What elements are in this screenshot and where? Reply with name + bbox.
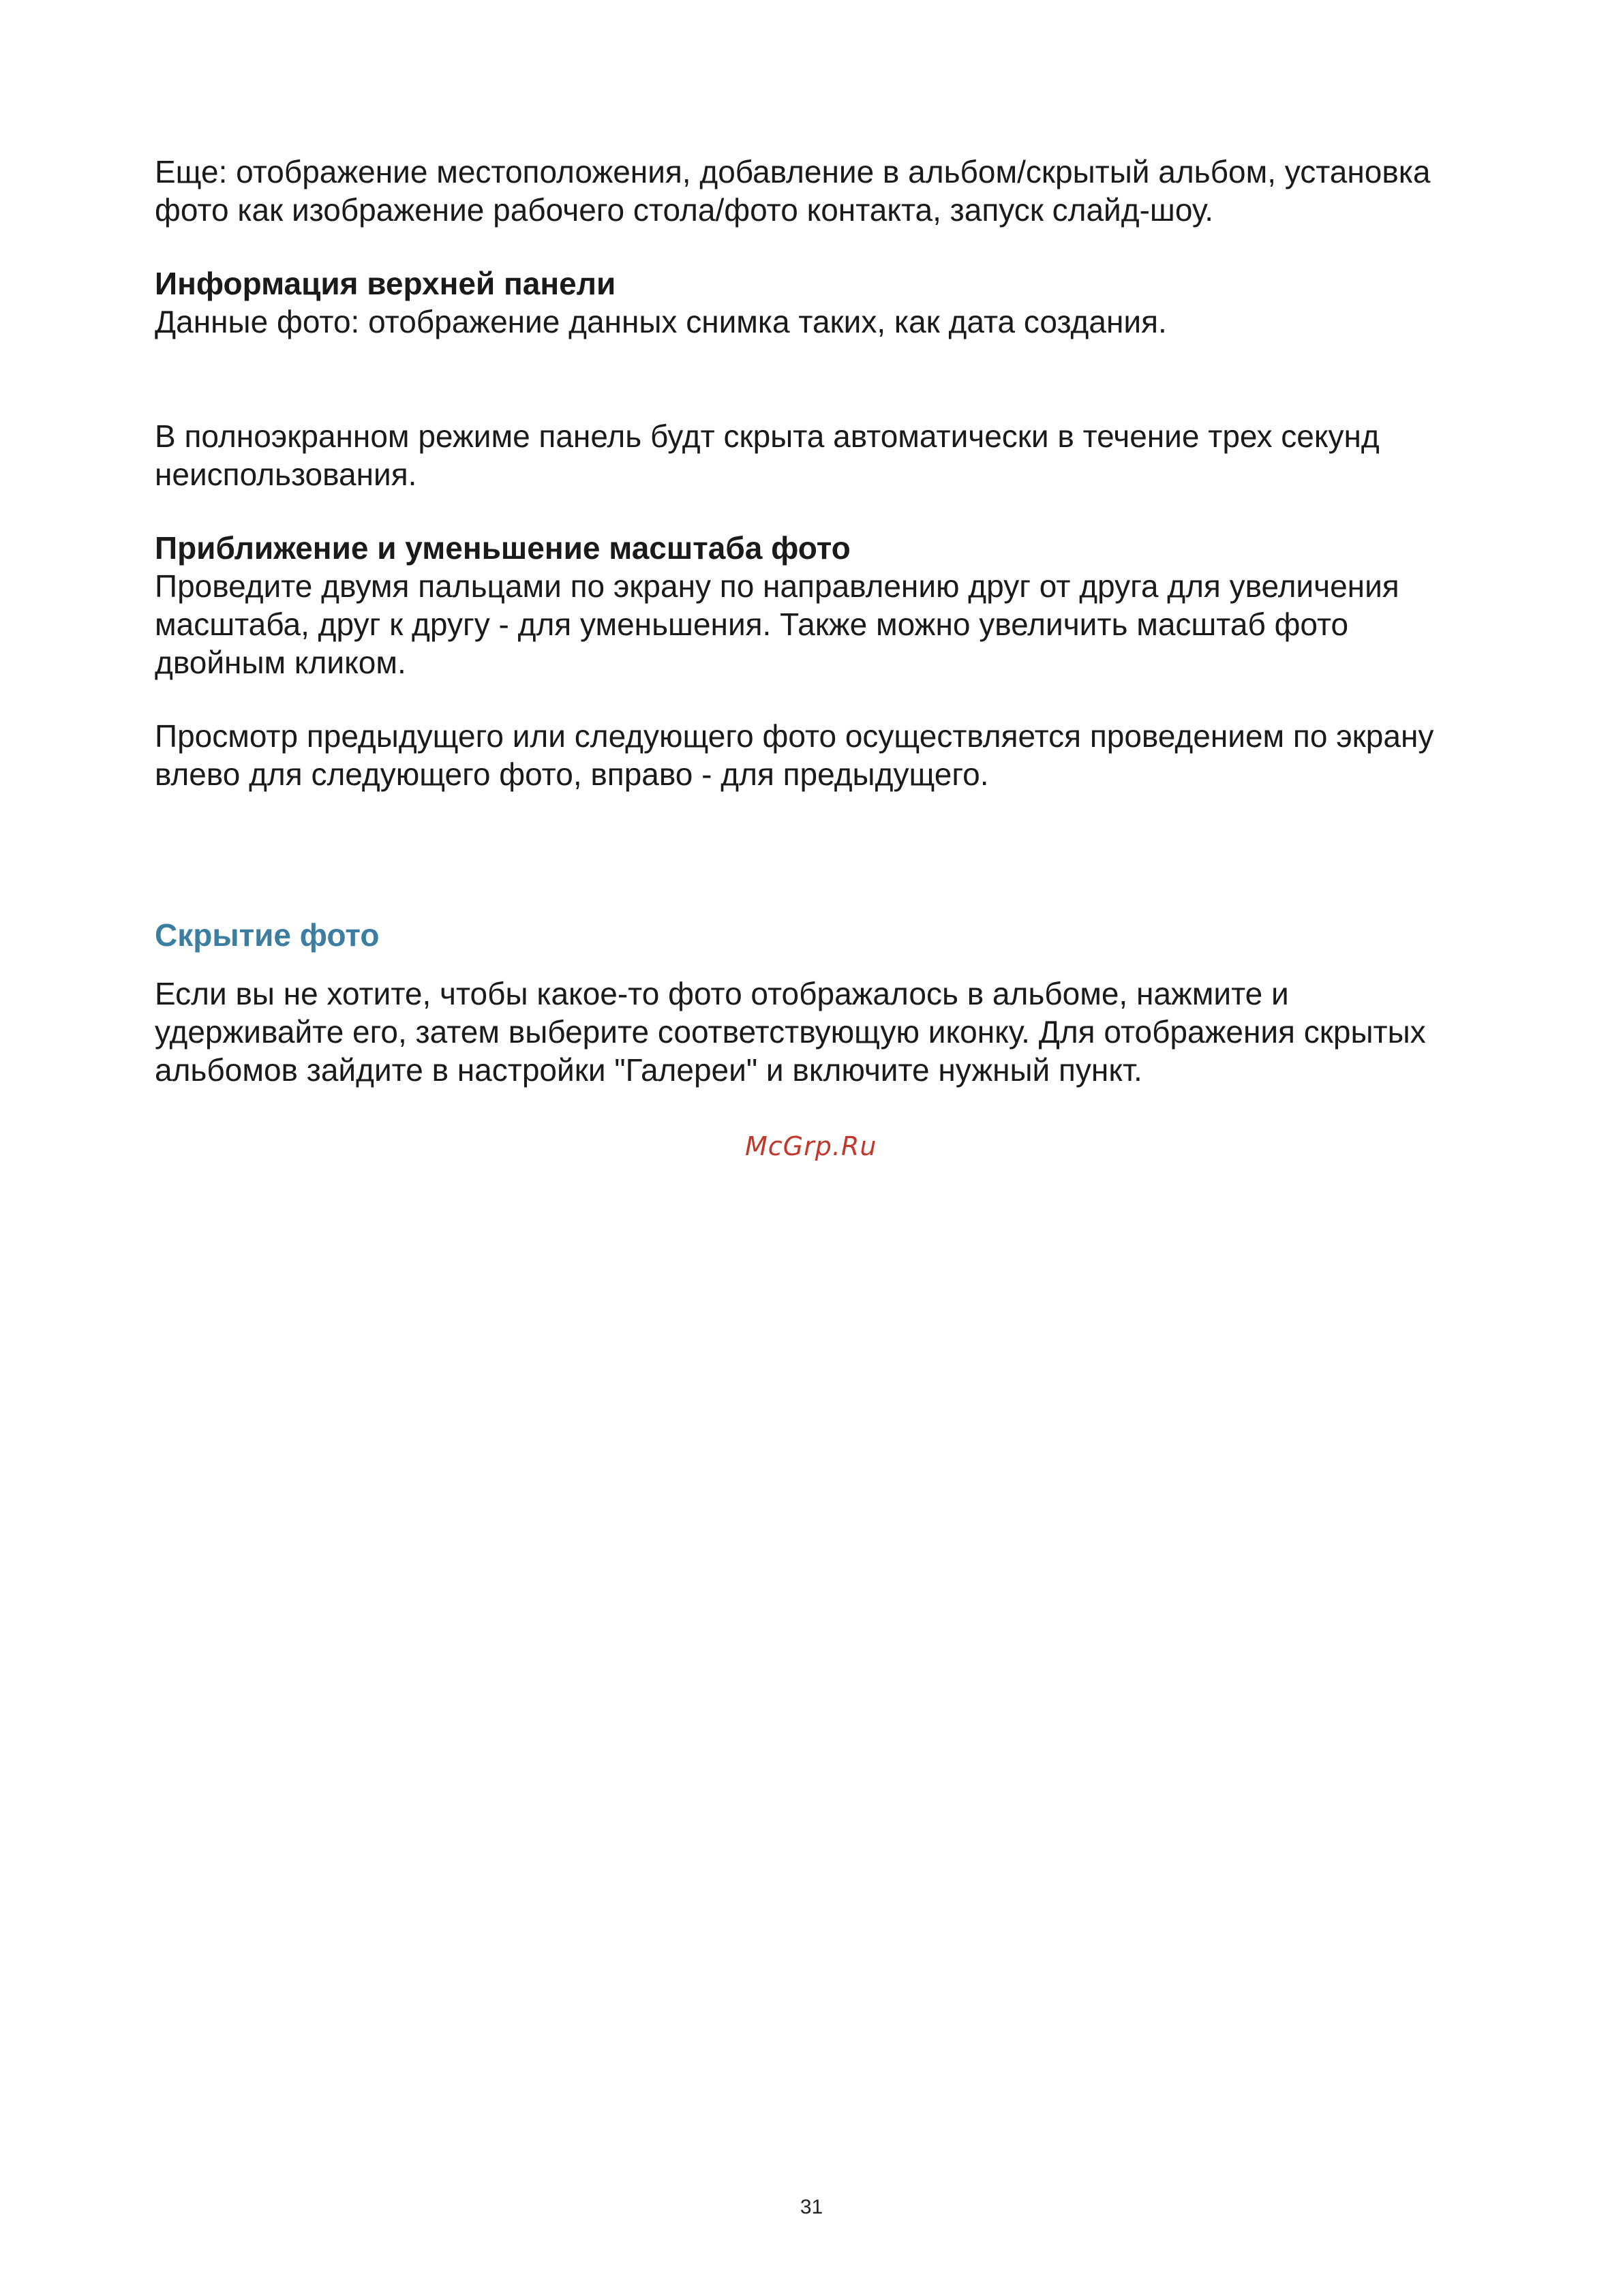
page-number: 31 [800,2196,823,2218]
heading-zoom: Приближение и уменьшение масштаба фото [155,530,851,566]
paragraph-top-panel: Данные фото: отображение данных снимка таких, как дата создания. [155,304,1167,339]
page-content [155,153,1484,1089]
paragraph-more-options: Еще: отображение местоположения, добавление в альбом/скрытый альбом, установка фото как изображение рабочего стола/фото контакта, запуск слайд-шоу. [155,154,1431,228]
paragraph-navigation: Просмотр предыдущего или следующего фото осуществляется проведением по экрану влево для следующего фото, вправо - для предыдущего. [155,718,1434,792]
watermark-text: McGrp.Ru [745,1131,877,1161]
paragraph-hide-photo: Если вы не хотите, чтобы какое-то фото отображалось в альбоме, нажмите и удерживайте его, затем выберите соответствующую иконку. Для отображения скрытых альбомов зайдите в настройки "Галереи" и включите нужный пункт. [155,976,1426,1088]
heading-top-panel: Информация верхней панели [155,266,616,301]
paragraph-fullscreen: В полноэкранном режиме панель будт скрыта автоматически в течение трех секунд неиспользования. [155,418,1380,492]
paragraph-zoom: Проведите двумя пальцами по экрану по направлению друг от друга для увеличения масштаба, друг к другу - для уменьшения. Также можно увеличить масштаб фото двойным кликом. [155,568,1399,680]
heading-hide-photo: Скрытие фото [155,917,380,953]
